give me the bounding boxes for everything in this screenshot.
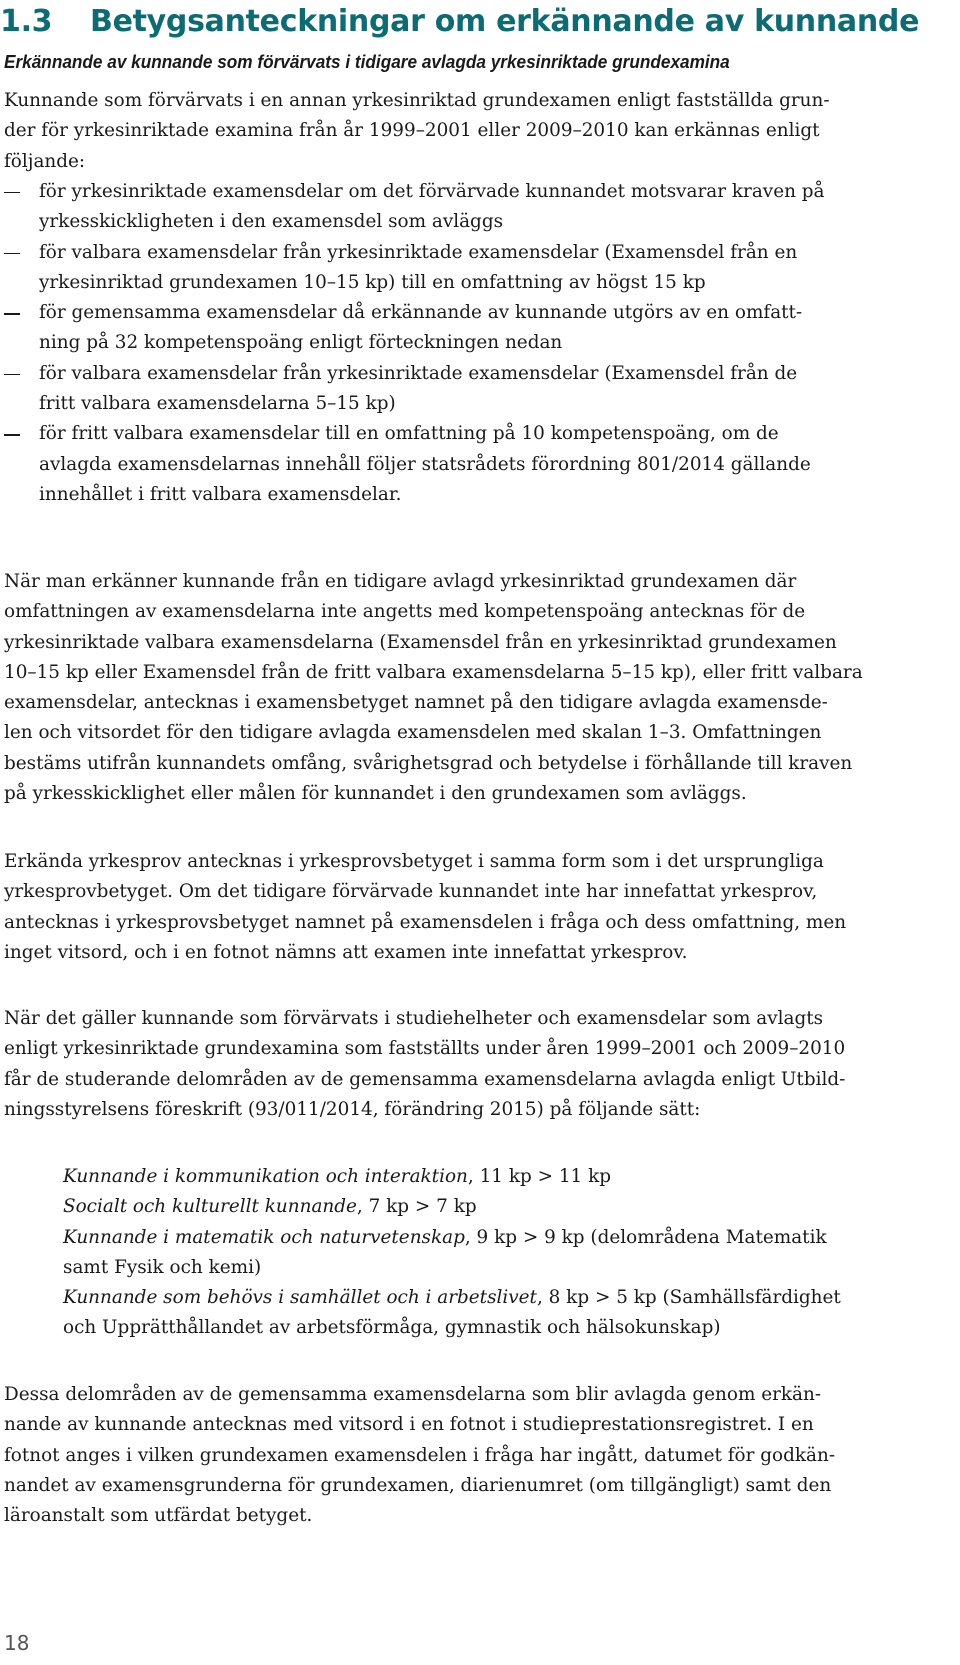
text-line: När det gäller kunnande som förvärvats i studiehelheter och examensdelar som avlagts bbox=[4, 1008, 824, 1029]
text-line: yrkesinriktad grundexamen 10–15 kp) till en omfattning av högst 15 kp bbox=[39, 271, 706, 293]
text-line: för fritt valbara examensdelar till en omfattning på 10 kompetenspoäng, om de bbox=[39, 423, 779, 445]
text-line: avlagda examensdelarnas innehåll följer statsrådets förordning 801/2014 gällande bbox=[39, 453, 811, 475]
text-line: fritt valbara examensdelarna 5–15 kp) bbox=[39, 393, 396, 415]
text-line: der för yrkesinriktade examina från år 1999–2001 eller 2009–2010 kan erkännas enligt bbox=[4, 120, 820, 142]
text-line: nande av kunnande antecknas med vitsord i en fotnot i studieprestationsregistret. I en bbox=[4, 1414, 814, 1436]
text-line: följande: bbox=[4, 150, 86, 172]
text-line: för gemensamma examensdelar då erkännande av kunnande utgörs av en omfatt- bbox=[39, 302, 803, 324]
text-line: omfattningen av examensdelarna inte angetts med kompetenspoäng antecknas för de bbox=[4, 601, 806, 623]
text-line: för yrkesinriktade examensdelar om det förvärvade kunnandet motsvarar kraven på bbox=[39, 181, 825, 202]
list-item bbox=[4, 359, 924, 420]
text-line: len och vitsordet för den tidigare avlagda examensdelen med skalan 1–3. Omfattningen bbox=[4, 722, 822, 744]
list-item bbox=[63, 1162, 923, 1192]
text-line: Dessa delområden av de gemensamma examensdelarna som blir avlagda genom erkän- bbox=[4, 1384, 822, 1405]
area-credits: , 8 kp > 5 kp (Samhällsfärdighet bbox=[536, 1287, 841, 1309]
list-item bbox=[4, 177, 924, 238]
list-item bbox=[63, 1283, 923, 1344]
text-line: enligt yrkesinriktade grundexamina som fastställts under åren 1999–2001 och 2009–2010 bbox=[4, 1038, 846, 1060]
text-line: samt Fysik och kemi) bbox=[63, 1256, 262, 1278]
text-line bbox=[63, 1223, 923, 1253]
list-item bbox=[4, 419, 924, 510]
dash-bullet bbox=[4, 253, 20, 254]
text-line: får de studerande delområden av de gemensamma examensdelarna avlagda enligt Utbild- bbox=[4, 1068, 846, 1090]
text-line: yrkesinriktade valbara examensdelarna (Examensdel från en yrkesinriktad grundexamen bbox=[4, 631, 837, 653]
area-name: Kunnande i kommunikation och interaktion bbox=[63, 1166, 468, 1187]
text-line: ning på 32 kompetenspoäng enligt förteckningen nedan bbox=[39, 332, 563, 354]
text-line: på yrkesskicklighet eller målen för kunnandet i den grundexamen som avläggs. bbox=[4, 783, 747, 805]
text-line: 10–15 kp eller Examensdel från de fritt valbara examensdelarna 5–15 kp), eller fritt valbara bbox=[4, 661, 863, 683]
area-name: Kunnande som behövs i samhället och i arbetslivet bbox=[63, 1287, 537, 1309]
list-item bbox=[63, 1192, 923, 1222]
text-line: examensdelar, antecknas i examensbetyget namnet på den tidigare avlagda examensde- bbox=[4, 692, 828, 714]
area-credits: , 11 kp > 11 kp bbox=[467, 1166, 611, 1187]
text-line: Kunnande som förvärvats i en annan yrkesinriktad grundexamen enligt fastställda grun- bbox=[4, 90, 830, 111]
delomraden-list bbox=[63, 1162, 923, 1344]
area-name: Socialt och kulturellt kunnande bbox=[63, 1196, 357, 1218]
text-line bbox=[63, 1283, 923, 1313]
text-line: innehållet i fritt valbara examensdelar. bbox=[39, 483, 402, 505]
section-number: 1.3 bbox=[0, 4, 53, 39]
text-line: nandet av examensgrunderna för grundexamen, diarienumret (om tillgängligt) samt den bbox=[4, 1474, 832, 1496]
page-number: 18 bbox=[4, 1631, 30, 1655]
paragraph-studiehelheter bbox=[4, 1004, 924, 1125]
text-line: läroanstalt som utfärdat betyget. bbox=[4, 1505, 313, 1527]
erkannande-list bbox=[4, 177, 924, 510]
list-item bbox=[63, 1223, 923, 1284]
subheading: Erkännande av kunnande som förvärvats i tidigare avlagda yrkesinriktade grundexamina bbox=[4, 51, 730, 72]
text-line: När man erkänner kunnande från en tidigare avlagd yrkesinriktad grundexamen där bbox=[4, 571, 797, 592]
dash-bullet bbox=[4, 434, 20, 435]
text-line: och Upprätthållandet av arbetsförmåga, gymnastik och hälsokunskap) bbox=[63, 1317, 721, 1339]
paragraph-fotnot bbox=[4, 1380, 924, 1531]
text-line: för valbara examensdelar från yrkesinriktade examensdelar (Examensdel från en bbox=[39, 241, 798, 263]
text-line: ningsstyrelsens föreskrift (93/011/2014, förändring 2015) på följande sätt: bbox=[4, 1098, 701, 1120]
section-heading bbox=[0, 4, 919, 40]
text-line: bestäms utifrån kunnandets omfång, svårighetsgrad och betydelse i förhållande till kraven bbox=[4, 752, 853, 774]
dash-bullet bbox=[4, 192, 20, 193]
text-line bbox=[63, 1162, 923, 1192]
area-credits: , 7 kp > 7 kp bbox=[356, 1196, 477, 1218]
text-line: yrkesprovbetyget. Om det tidigare förvärvade kunnandet inte har innefattat yrkesprov, bbox=[4, 881, 818, 903]
text-line bbox=[63, 1192, 923, 1222]
list-item bbox=[4, 298, 924, 359]
section-title: Betygsanteckningar om erkännande av kunnande bbox=[90, 4, 920, 39]
text-line: för valbara examensdelar från yrkesinriktade examensdelar (Examensdel från de bbox=[39, 362, 798, 384]
dash-bullet bbox=[4, 313, 20, 314]
paragraph-recognition bbox=[4, 567, 924, 809]
dash-bullet bbox=[4, 374, 20, 375]
text-line: Erkända yrkesprov antecknas i yrkesprovsbetyget i samma form som i det ursprungliga bbox=[4, 851, 824, 872]
text-line: inget vitsord, och i en fotnot nämns att examen inte innefattat yrkesprov. bbox=[4, 941, 688, 963]
area-credits: , 9 kp > 9 kp (delområdena Matematik bbox=[464, 1226, 827, 1248]
list-item bbox=[4, 238, 924, 299]
area-name: Kunnande i matematik och naturvetenskap bbox=[63, 1226, 465, 1248]
text-line: fotnot anges i vilken grundexamen examensdelen i fråga har ingått, datumet för godkän- bbox=[4, 1444, 836, 1466]
paragraph-yrkesprov bbox=[4, 847, 924, 968]
intro-paragraph bbox=[4, 86, 924, 177]
text-line: yrkesskickligheten i den examensdel som avläggs bbox=[39, 211, 504, 233]
text-line: antecknas i yrkesprovsbetyget namnet på examensdelen i fråga och dess omfattning, men bbox=[4, 911, 847, 933]
